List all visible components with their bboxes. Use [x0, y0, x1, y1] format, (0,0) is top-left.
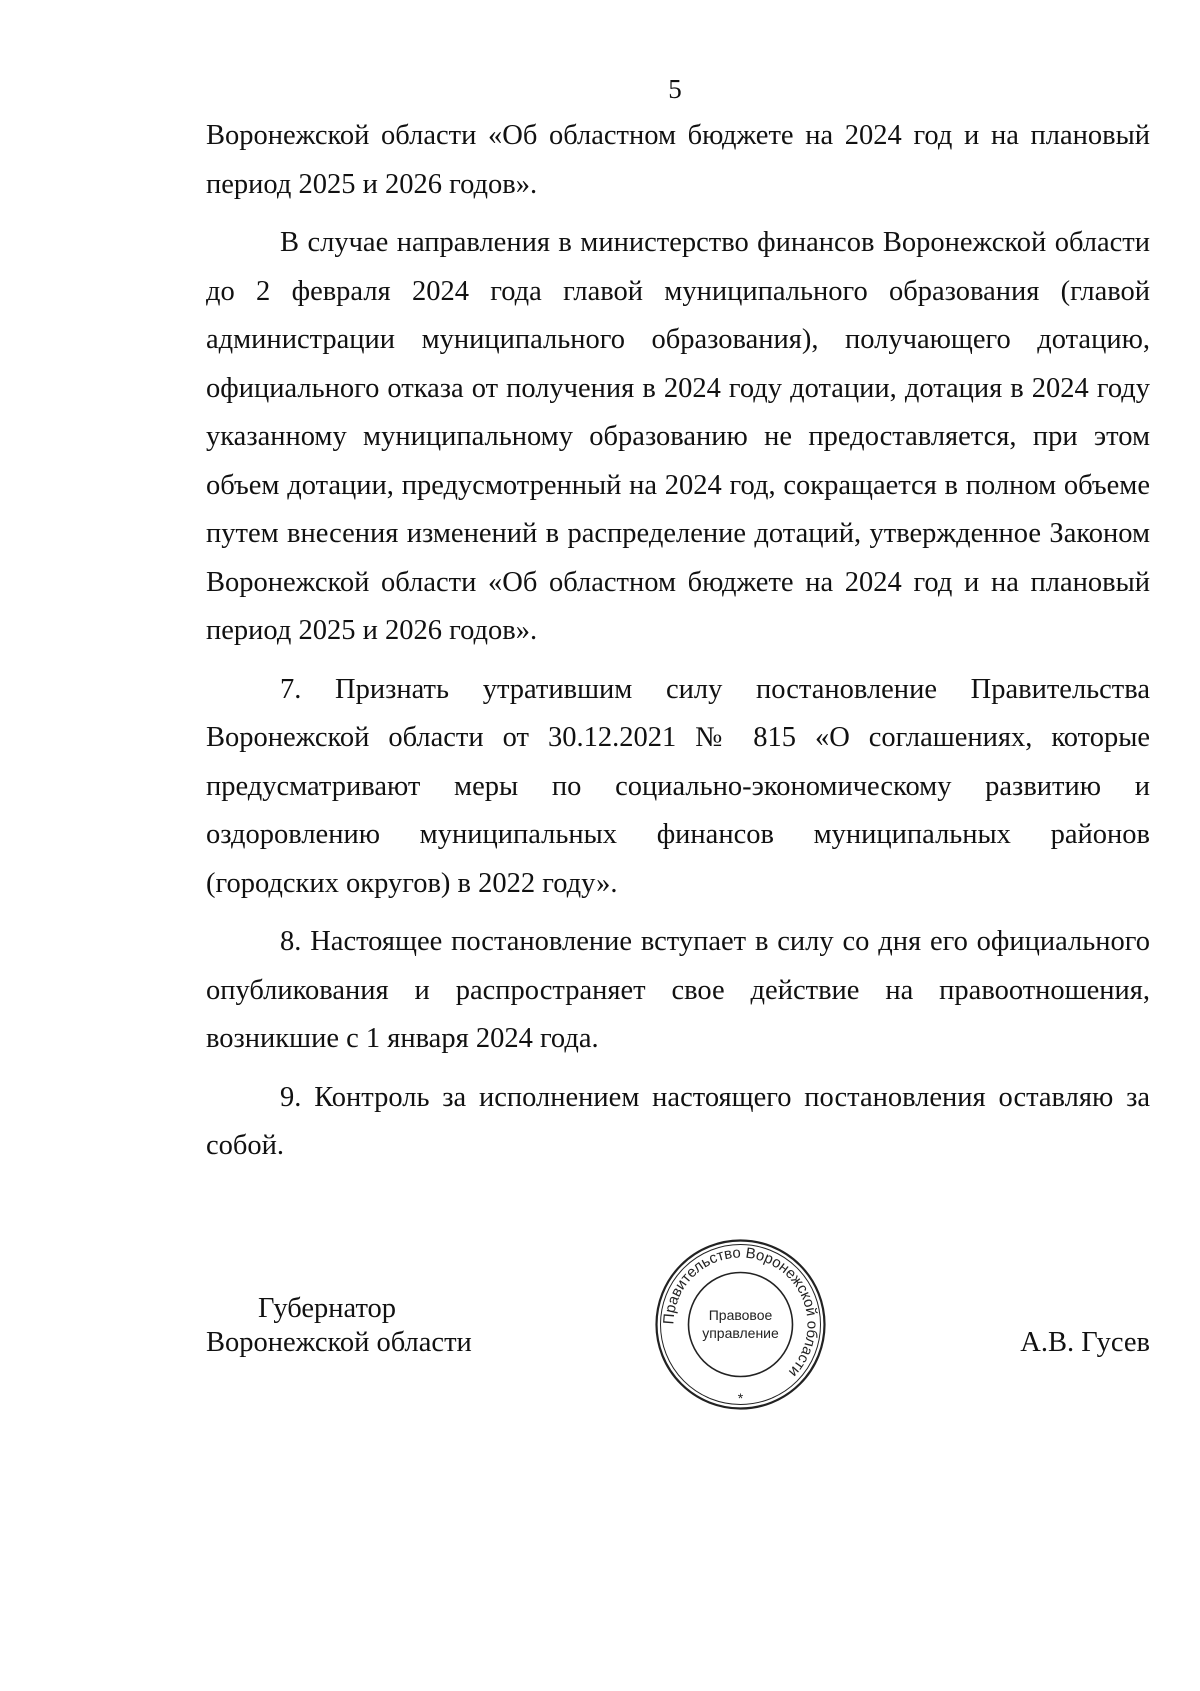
paragraph-refusal-clause: В случае направления в министерство финансов Воронежской области до 2 февраля 2024 года главой муниципального образования (главой администрации муниципального образования), получающего дотацию, официального отказа от получения в 2024 году дотации, дотация в 2024 году указанному муниципальному образованию не предоставляется, при этом объем дотации, предусмотренный на 2024 год, сокращается в полном объеме путем внесения изменений в распределение дотаций, утвержденное Законом Воронежской области «Об областном бюджете на 2024 год и на плановый период 2025 и 2026 годов». [206, 227, 1150, 646]
document-body [206, 112, 1150, 1181]
stamp-center-line2: управление [702, 1325, 779, 1341]
signatory-name: А.В. Гусев [1020, 1327, 1150, 1358]
paragraph-continuation: Воронежской области «Об областном бюджете на 2024 год и на плановый период 2025 и 2026 годов». [206, 120, 1150, 200]
signatory-region: Воронежской области [206, 1327, 472, 1358]
page-number: 5 [668, 74, 682, 104]
paragraph-item-9: 9. Контроль за исполнением настоящего постановления оставляю за собой. [206, 1081, 1150, 1161]
paragraph-item-7: 7. Признать утратившим силу постановление Правительства Воронежской области от 30.12.2021 № 815 «О соглашениях, которые предусматривают меры по социально-экономическому развитию и оздоровлению муниципальных финансов муниципальных районов (городских округов) в 2022 году». [206, 673, 1150, 899]
stamp-star-icon: * [737, 1390, 744, 1406]
signatory-title: Губернатор [258, 1293, 397, 1324]
official-stamp [653, 1237, 828, 1412]
paragraph-item-8: 8. Настоящее постановление вступает в силу со дня его официального опубликования и распространяет свое действие на правоотношения, возникшие с 1 января 2024 года. [206, 926, 1150, 1054]
stamp-center-line1: Правовое [708, 1307, 773, 1323]
signatory-position [206, 1292, 472, 1360]
stamp-ring-text: Правительство Воронежской области [660, 1244, 821, 1381]
